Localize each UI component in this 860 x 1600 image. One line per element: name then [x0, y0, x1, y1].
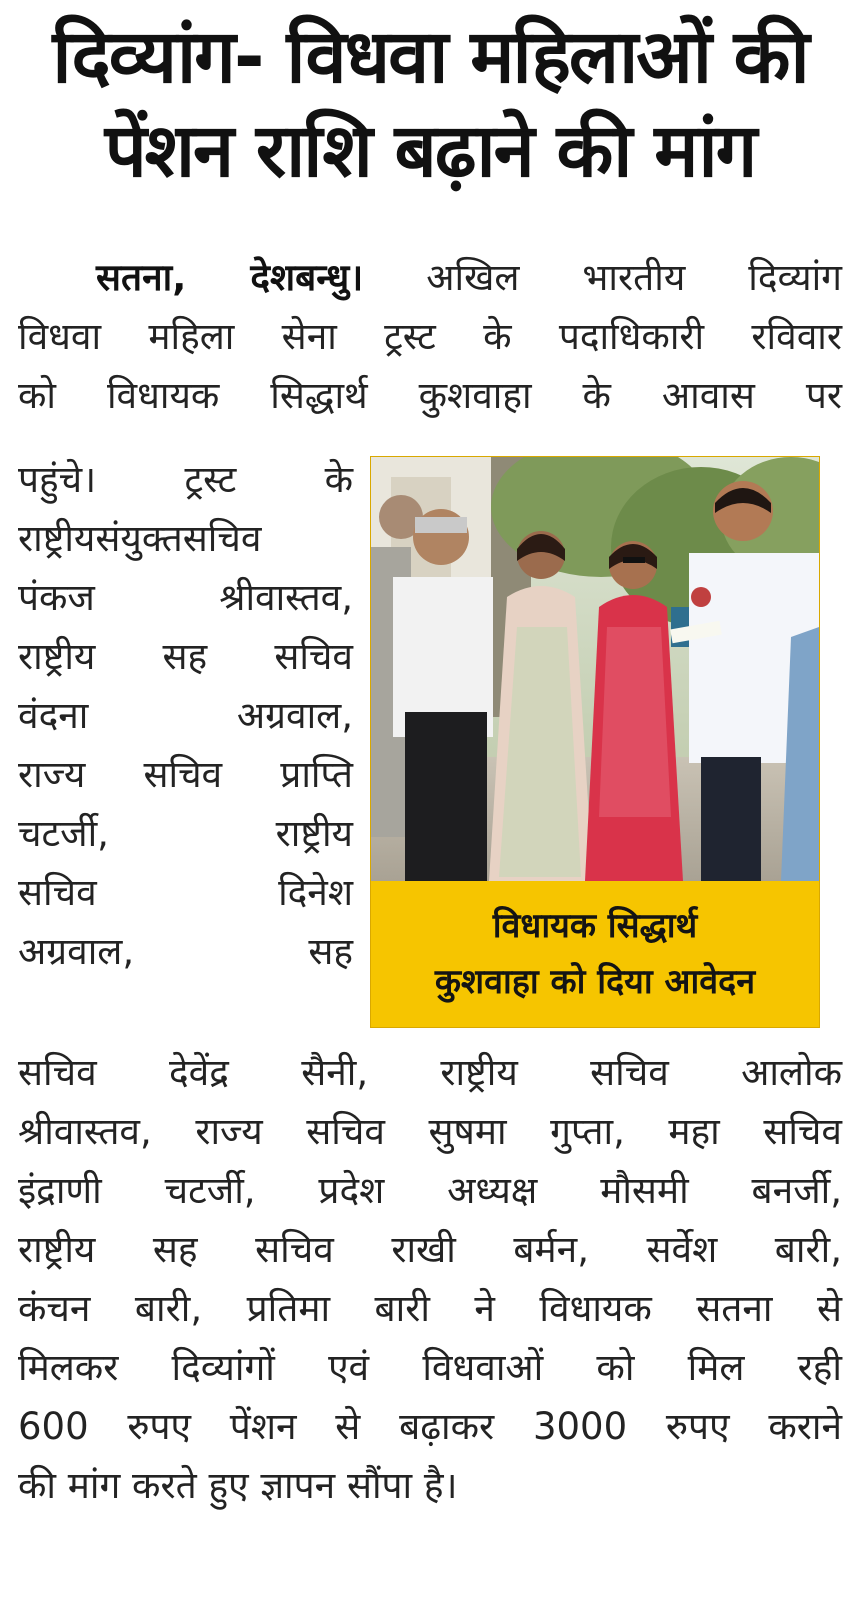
headline-line-2: पेंशन राशि बढ़ाने की मांग [104, 108, 756, 194]
column-line: वंदना अग्रवाल, [18, 694, 353, 737]
caption-line-1: विधायक सिद्धार्थ [492, 906, 698, 946]
caption-line-2: कुशवाहा को दिया आवेदन [434, 962, 756, 1002]
article-intro [18, 248, 842, 425]
news-photo [371, 457, 819, 881]
column-line: अग्रवाल, सह [18, 930, 353, 973]
intro-line-2: विधवा महिला सेना ट्रस्ट के पदाधिकारी रविवार [18, 315, 842, 358]
body-line: इंद्राणी चटर्जी, प्रदेश अध्यक्ष मौसमी बनर्जी, [18, 1169, 842, 1212]
news-photo-illustration [371, 457, 819, 881]
body-line: राष्ट्रीय सह सचिव राखी बर्मन, सर्वेश बारी, [18, 1228, 842, 1271]
photo-box [370, 456, 820, 1028]
body-line: सचिव देवेंद्र सैनी, राष्ट्रीय सचिव आलोक [18, 1051, 842, 1094]
column-line: पंकज श्रीवास्तव, [18, 576, 353, 619]
headline-line-1: दिव्यांग- विधवा महिलाओं की [52, 14, 808, 100]
intro-text-1: अखिल भारतीय दिव्यांग [426, 256, 842, 299]
column-line: राज्य सचिव प्राप्ति [18, 753, 353, 796]
body-line: मिलकर दिव्यांगों एवं विधवाओं को मिल रही [18, 1346, 842, 1389]
body-line: श्रीवास्तव, राज्य सचिव सुषमा गुप्ता, महा सचिव [18, 1110, 842, 1153]
body-line: 600 रुपए पेंशन से बढ़ाकर 3000 रुपए कराने [18, 1405, 842, 1448]
headline [18, 10, 842, 198]
article-column [18, 450, 353, 981]
body-line-last: की मांग करते हुए ज्ञापन सौंपा है। [18, 1464, 458, 1507]
body-line: कंचन बारी, प्रतिमा बारी ने विधायक सतना से [18, 1287, 842, 1330]
photo-caption [371, 881, 819, 1027]
dateline: सतना, देशबन्धु। [96, 256, 364, 299]
column-line: चटर्जी, राष्ट्रीय [18, 812, 353, 855]
intro-line-3: को विधायक सिद्धार्थ कुशवाहा के आवास पर [18, 374, 842, 417]
article-continuation [18, 1043, 842, 1515]
intro-line-1 [18, 248, 842, 307]
column-line: पहुंचे। ट्रस्ट के [18, 458, 353, 501]
column-line: राष्ट्रीय सह सचिव [18, 635, 353, 678]
column-line: सचिव दिनेश [18, 871, 353, 914]
column-line: राष्ट्रीय संयुक्त सचिव [18, 517, 262, 560]
